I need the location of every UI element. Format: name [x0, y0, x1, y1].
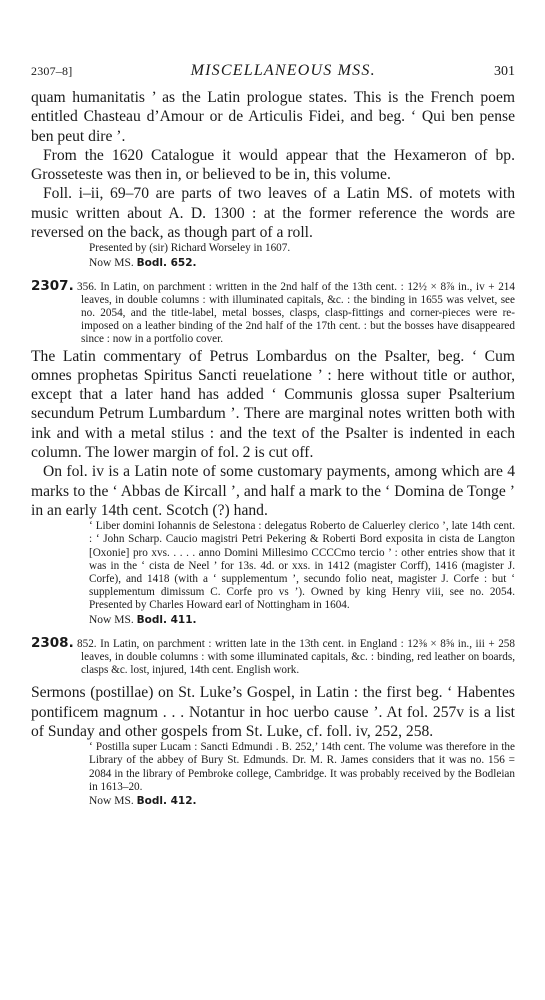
- entry-2307-provenance-note: ‘ Liber domini Iohannis de Selestona : delegatus Roberto de Caluerley clerico ’, late 14th cent. : ‘ John Scharp. Caucio magistri Petri Pekering & Roberti Bord exposita in cista de Langton [Oxonie] pro xvs. . . . . anno Domini Millesimo CCCCmo tercio ’ : other entries show that it was in the ‘ cista de Neel ’ for 13s. 4d. or xxs. in 1412 (magister Corff), 1416 (magister J. Corfe), and 1418 (with a ‘ supplementum ’, secundo folio neat, magister J. Corfe : but ‘ supplementum dimissum C. Corfe pro vs ’). Owned by king Henry viii, see no. 2054. Presented by Charles Howard earl of Nottingham in 1604.: [89, 520, 515, 612]
- entry-2307-description: [31, 277, 515, 347]
- intro-paragraph-3: Foll. i–ii, 69–70 are parts of two leaves of a Latin MS. of motets with music written about A. D. 1300 : at the former reference the words are reversed on the back, as though part of a roll.: [31, 185, 515, 242]
- page-number: 301: [494, 64, 515, 79]
- entry-number: 2308.: [31, 634, 74, 651]
- provenance-note: Presented by (sir) Richard Worseley in 1607.: [89, 242, 291, 255]
- catalogue-page: [31, 62, 515, 808]
- entry-2307-paragraph-1: The Latin commentary of Petrus Lombardus on the Psalter, beg. ‘ Cum omnes prophetas Spiritus Sancti reuelatione ’ : here without title or author, except that a later hand has added ‘ Communis glossa super Psalterium secundum Petrum Lumbardum ’. There are marginal notes written both with ink and with a metal stilus : and the text of the Psalter is indented in each column. The lower margin of fol. 2 is cut off.: [31, 347, 515, 462]
- intro-paragraph-1: quam humanitatis ’ as the Latin prologue states. This is the French poem entitled Chasteau d’Amour or de Articulis Fidei, and beg. ‘ Qui ben pense ben peut dire ’.: [31, 89, 515, 145]
- entry-description-text: 356. In Latin, on parchment : written in the 2nd half of the 13th cent. : 12½ × 8⅞ in., iv + 214 leaves, in double columns : with illuminated capitals, &c. : the binding in 1655 was velvet, see no. 2054, and the title-label, metal bosses, clasps, clasp-fittings and corner-pieces were re-imposed on a leather binding of the 2nd half of the 17th cent. : but the bosses have disappeared since : now in a portfolio cover.: [77, 280, 515, 346]
- shelfmark-prefix: Now MS.: [89, 256, 134, 269]
- shelfmark: [31, 613, 515, 627]
- entry-2308-paragraph-1: Sermons (postillae) on St. Luke’s Gospel, in Latin : the first beg. ‘ Habentes pontificem magnum . . . Notantur in hoc uerbo cause ’. At fol. 257v is a list of Sunday and other gospels from St. Luke, cf. foll. iv, 252, 258.: [31, 684, 515, 740]
- shelfmark: [31, 256, 515, 270]
- intro-paragraph-2: From the 1620 Catalogue it would appear that the Hexameron of bp. Grosseteste was then in, or believed to be in, this volume.: [31, 146, 515, 184]
- entry-2308-description: [31, 634, 515, 678]
- entry-number: 2307.: [31, 277, 74, 294]
- entry-2308-provenance-note: ‘ Postilla super Lucam : Sancti Edmundi . B. 252,’ 14th cent. The volume was therefore in the Library of the abbey of Bury St. Edmunds. Dr. M. R. James considers that it was no. 156 = 2084 in the library of Pembroke college, Cambridge. It was probably received by the Bodleian in 1613–20.: [89, 741, 515, 793]
- entry-description-text: 852. In Latin, on parchment : written late in the 13th cent. in England : 12⅜ × 8⅝ in., iii + 258 leaves, in double columns : with some illuminated capitals, &c. : binding, red leather on boards, clasps &c. lost, injured, 14th cent. English work.: [77, 637, 515, 677]
- entry-2307-paragraph-2: On fol. iv is a Latin note of some customary payments, among which are 4 marks to the ‘ Abbas de Kircall ’, and half a mark to the ‘ Domina de Tonge ’ in an early 14th cent. Scotch (?) hand.: [31, 463, 515, 519]
- shelfmark-prefix: Now MS.: [89, 795, 134, 807]
- shelfmark: [31, 794, 515, 808]
- shelfmark-prefix: Now MS.: [89, 613, 134, 626]
- running-header: [31, 62, 515, 88]
- shelfmark-value: Bodl. 652.: [136, 256, 197, 269]
- shelfmark-value: Bodl. 412.: [136, 795, 197, 807]
- entry-range: 2307–8]: [31, 64, 73, 78]
- shelfmark-value: Bodl. 411.: [136, 613, 197, 626]
- page-title: MISCELLANEOUS MSS.: [190, 62, 376, 79]
